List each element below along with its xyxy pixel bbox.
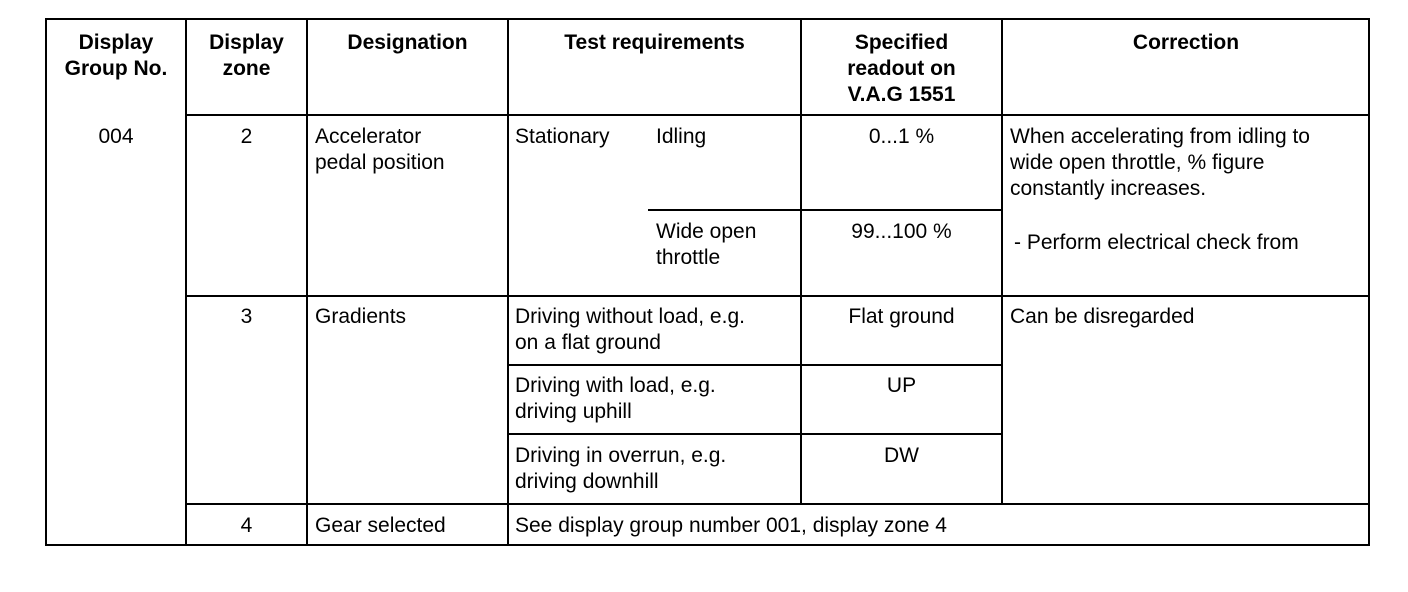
row-divider [185, 295, 1370, 297]
designation-cell: Gradients [315, 305, 407, 328]
correction-action: - Perform electrical check from [1014, 231, 1299, 254]
readout-cell: UP [886, 374, 917, 397]
requirement-cell: Driving in overrun, e.g. driving downhill [515, 444, 727, 493]
requirement-cell: Driving with load, e.g. driving uphill [515, 374, 716, 423]
group-number: 004 [98, 125, 134, 148]
header-group-no: Display Group No. [64, 31, 168, 80]
zone-number: 4 [240, 514, 253, 537]
readout-cell: 0...1 % [868, 125, 935, 148]
requirement-cell: Idling [656, 125, 707, 148]
condition-cell: Stationary [515, 125, 610, 148]
header-specified-readout: Specified readout on V.A.G 1551 [847, 31, 956, 106]
column-divider [1001, 18, 1003, 504]
row-divider [507, 364, 1002, 366]
column-divider [185, 18, 187, 546]
requirement-cell: Driving without load, e.g. on a flat ground [515, 305, 745, 354]
column-divider [507, 18, 509, 546]
readout-cell: Flat ground [848, 305, 955, 328]
row-divider [185, 503, 1370, 505]
zone-number: 3 [240, 305, 253, 328]
designation-cell: Gear selected [315, 514, 446, 537]
zone-number: 2 [240, 125, 253, 148]
correction-text: When accelerating from idling to wide open throttle, % figure constantly increases. [1010, 125, 1310, 200]
header-divider [185, 114, 1370, 116]
header-zone: Display zone [209, 31, 284, 80]
column-divider [306, 18, 308, 546]
row-divider [648, 209, 1002, 211]
readout-cell: 99...100 % [851, 220, 952, 243]
readout-cell: DW [884, 444, 919, 467]
note-cell: See display group number 001, display zone 4 [515, 514, 947, 537]
designation-cell: Accelerator pedal position [315, 125, 445, 174]
row-divider [507, 433, 1002, 435]
correction-text: Can be disregarded [1010, 305, 1195, 328]
header-test-requirements: Test requirements [564, 31, 745, 54]
header-designation: Designation [347, 31, 468, 54]
header-correction: Correction [1132, 31, 1240, 54]
requirement-cell: Wide open throttle [656, 220, 757, 269]
